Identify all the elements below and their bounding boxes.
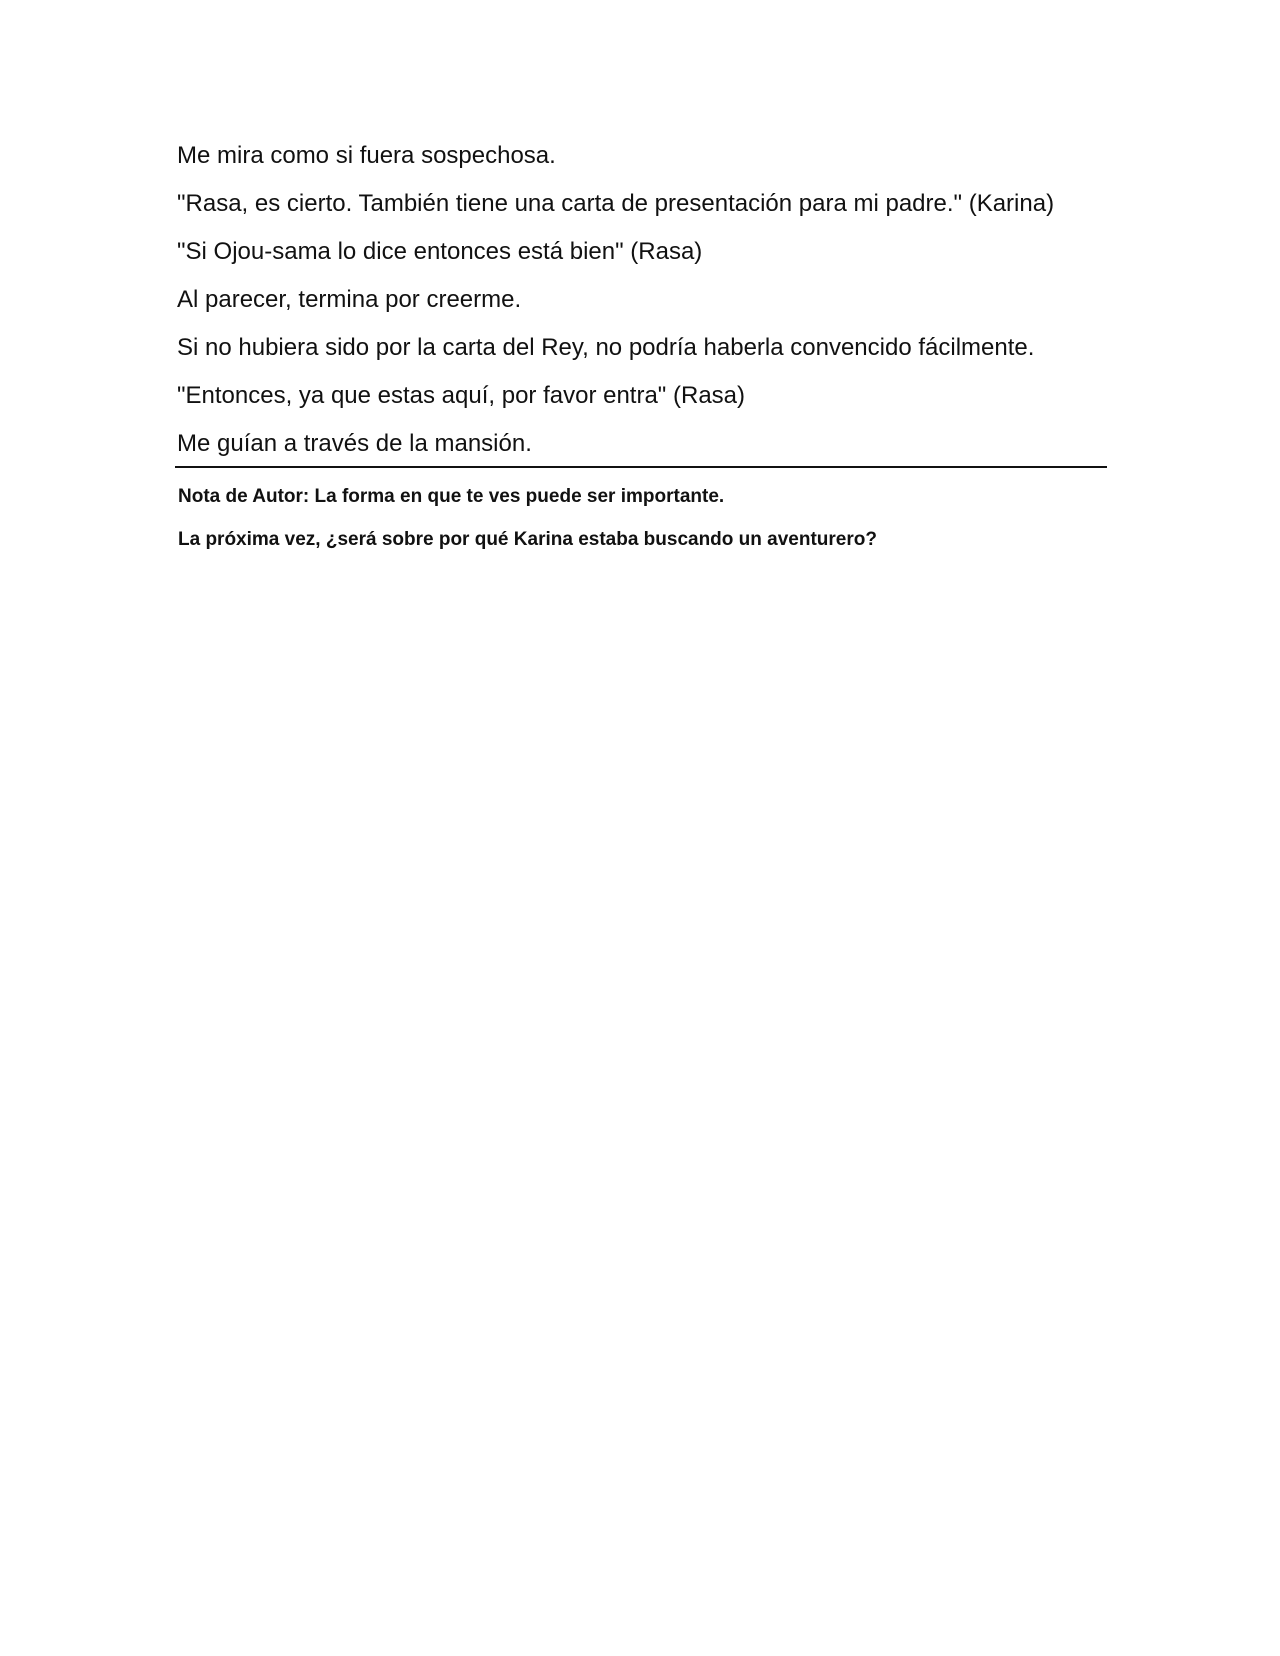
section-divider [175, 466, 1107, 468]
paragraph: Me guían a través de la mansión. [177, 430, 532, 457]
paragraph: Si no hubiera sido por la carta del Rey, no podría haberla convencido fácilmente. [177, 334, 1035, 361]
story-text [177, 142, 1107, 458]
author-notes [178, 486, 1108, 572]
paragraph: "Si Ojou-sama lo dice entonces está bien" (Rasa) [177, 238, 703, 265]
paragraph: Al parecer, termina por creerme. [177, 286, 522, 313]
paragraph: "Entonces, ya que estas aquí, por favor entra" (Rasa) [177, 382, 746, 409]
author-note: La próxima vez, ¿será sobre por qué Karina estaba buscando un aventurero? [178, 529, 877, 550]
author-note: Nota de Autor: La forma en que te ves puede ser importante. [178, 486, 725, 507]
paragraph: "Rasa, es cierto. También tiene una carta de presentación para mi padre." (Karina) [177, 190, 1055, 217]
paragraph: Me mira como si fuera sospechosa. [177, 142, 556, 169]
